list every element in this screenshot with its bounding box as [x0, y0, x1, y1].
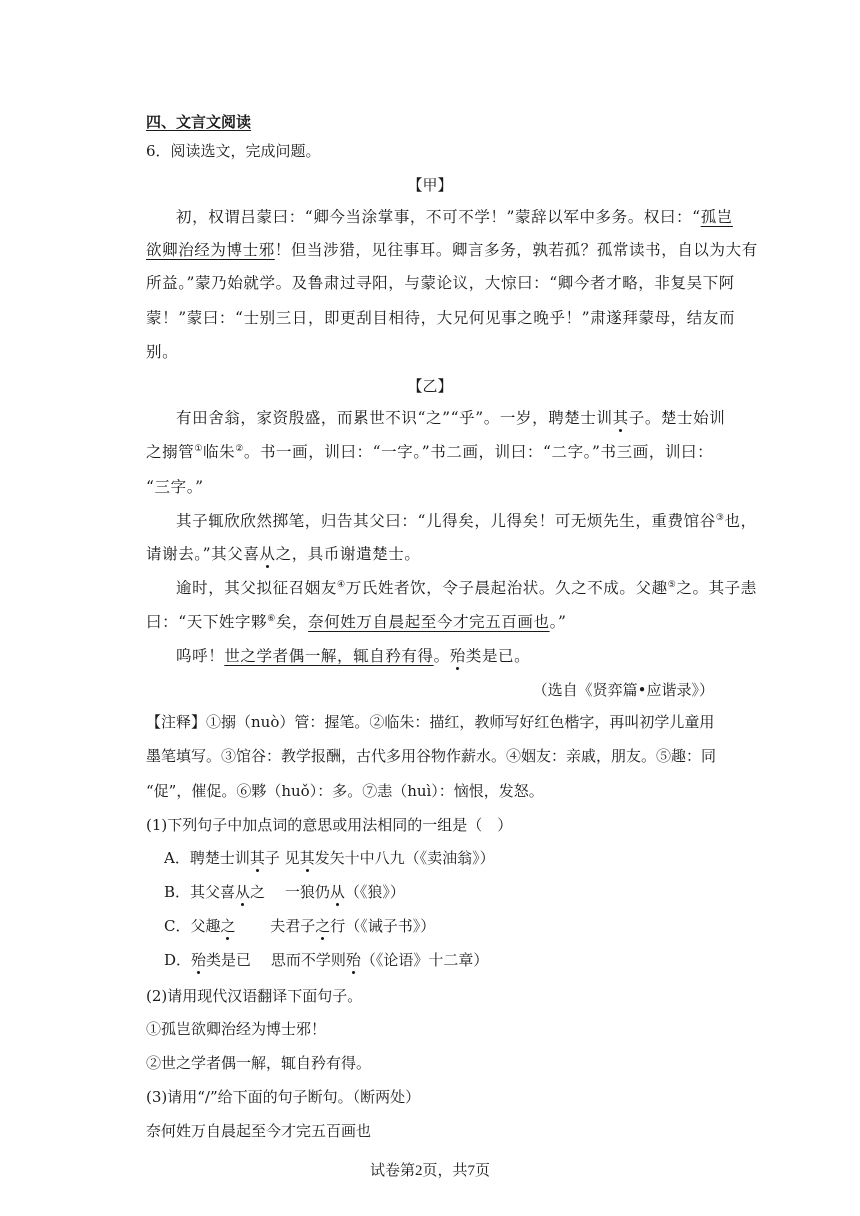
passage-b-line: “三字。”	[146, 478, 204, 496]
passage-a-line: 所益。”蒙乃始就学。及鲁肃过寻阳，与蒙论议，大惊曰：“卿今者才略，非复吴下阿	[146, 274, 735, 292]
q2-sentence-1: ①孤岂欲卿治经为博士邪！	[146, 1020, 327, 1038]
footnote-marker: ⑤	[667, 579, 677, 590]
underlined-sentence: 奈何姓万自晨起至今才完五百画也	[308, 613, 550, 631]
underlined-sentence: 欲卿治经为博士邪	[146, 241, 275, 259]
passage-b-line: 请谢去。”其父喜从之，具币谢遣楚士。	[146, 545, 421, 563]
q2-stem: (2)请用现代汉语翻译下面句子。	[146, 987, 363, 1005]
q2-sentence-2: ②世之学者偶一解，辄自矜有得。	[146, 1054, 372, 1072]
passage-a-line: 欲卿治经为博士邪！但当涉猎，见往事耳。卿言多务，孰若孤？孤常读书，自以为大有	[146, 241, 758, 259]
footnote-marker: ①	[194, 443, 203, 454]
dotted-word: 其	[612, 409, 629, 427]
passage-b-line: 呜呼！世之学者偶一解，辄自矜有得。殆类是已。	[176, 647, 531, 665]
section-title: 四、文言文阅读	[146, 113, 252, 131]
passage-b-line: 逾时，其父拟征召姻友④万氏姓者饮，令子晨起治状。久之不成。父趣⑤之。其子恚	[176, 579, 757, 597]
footnote-marker: ⑥	[267, 613, 276, 624]
passage-b-line: 之搦管①临朱②。书一画，训曰：“一字。”书二画，训曰：“二字。”书三画，训曰：	[146, 443, 714, 461]
passage-a-line: 蒙！”蒙曰：“士别三日，即更刮目相待，大兄何见事之晚乎！”肃遂拜蒙母，结友而	[146, 309, 736, 327]
underlined-sentence: 世之学者偶一解，辄自矜有得	[224, 647, 434, 665]
q1-option-b[interactable]: B．其父喜从之 一狼仍从（《狼》）	[164, 883, 405, 901]
q3-stem: (3)请用“/”给下面的句子断句。（断两处）	[146, 1088, 421, 1106]
dotted-word: 之	[220, 917, 236, 935]
footnote-marker: ②	[235, 443, 244, 454]
dotted-word: 从	[235, 883, 251, 901]
dotted-word: 从	[259, 545, 276, 563]
passage-a-line: 别。	[146, 343, 179, 361]
passage-b-line: 曰：“天下姓字夥⑥矣，奈何姓万自晨起至今才完五百画也。”	[146, 613, 567, 631]
passage-a-label: 【甲】	[407, 176, 453, 194]
q1-option-d[interactable]: D．殆类是已 思而不学则殆（《论语》十二章）	[164, 951, 489, 969]
question-6-prompt: 6．阅读选文，完成问题。	[146, 142, 321, 160]
footnote-marker: ③	[715, 512, 725, 523]
dotted-word: 其	[249, 849, 265, 867]
notes-line: 【注释】①搦（nuò）管：握笔。②临朱：描红，教师写好红色楷字，再叫初学儿童用	[146, 713, 715, 731]
passage-b-label: 【乙】	[407, 377, 453, 395]
footnote-marker: ④	[337, 579, 346, 590]
dotted-word: 其	[299, 849, 315, 867]
dotted-word: 之	[315, 917, 331, 935]
q3-sentence: 奈何姓万自晨起至今才完五百画也	[146, 1122, 372, 1140]
dotted-word: 殆	[449, 647, 466, 665]
notes-line: 墨笔填写。③馆谷：教学报酬，古代多用谷物作薪水。④姻友：亲戚，朋友。⑤趣：同	[146, 747, 717, 765]
q1-option-c[interactable]: C．父趣之 夫君子之行（《诫子书》）	[164, 917, 436, 935]
passage-a-line: 初，权谓吕蒙曰：“卿今当涂掌事，不可不学！”蒙辞以军中多务。权曰：“孤岂	[176, 208, 733, 226]
dotted-word: 从	[329, 883, 345, 901]
notes-line: “促”，催促。⑥夥（huǒ）：多。⑦恚（huì）：恼恨，发怒。	[146, 782, 544, 800]
q1-option-a[interactable]: A．聘楚士训其子 见其发矢十中八九（《卖油翁》）	[164, 849, 495, 867]
dotted-word: 殆	[345, 951, 361, 969]
passage-b-line: 其子辄欣欣然掷笔，归告其父曰：“儿得矣，儿得矣！可无烦先生，重费馆谷③也，	[176, 512, 757, 530]
page-footer: 试卷第2页，共7页	[369, 1163, 490, 1179]
underlined-sentence: 孤岂	[700, 208, 733, 226]
passage-source: （选自《贤弈篇•应谐录》）	[532, 681, 714, 699]
q1-stem: (1)下列句子中加点词的意思或用法相同的一组是（ ）	[146, 816, 513, 834]
dotted-word: 殆	[191, 951, 207, 969]
passage-b-line: 有田舍翁，家资殷盛，而累世不识“之”“乎”。一岁，聘楚士训其子。楚士始训	[176, 409, 726, 427]
